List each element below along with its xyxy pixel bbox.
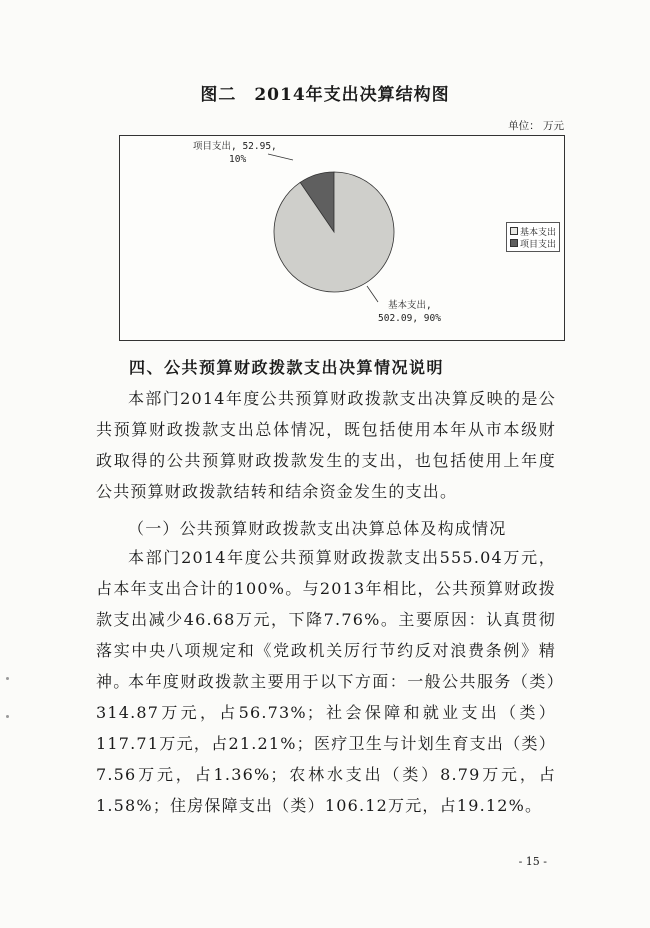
slice-label-basic-line1: 基本支出, — [388, 300, 432, 311]
section-heading: 四、公共预算财政拨款支出决算情况说明 — [129, 358, 445, 377]
scan-mark — [6, 677, 9, 680]
overview-paragraph: 本部门2014年度公共预算财政拨款支出555.04万元，占本年支出合计的100%。与2013年相比，公共预算财政拨款支出减少46.68万元，下降7.76%。主要原因：认真贯彻落实中央八项规定和《党政机关厉行节约反对浪费条例》精神。 — [96, 548, 556, 691]
figure-title-text: 2014年支出决算结构图 — [254, 85, 450, 105]
leader-line-basic — [367, 286, 378, 302]
legend-swatch-project — [510, 239, 518, 247]
legend-label-project: 项目支出 — [520, 239, 557, 250]
slice-label-project-line2: 10% — [229, 154, 247, 165]
sub-heading: （一）公共预算财政拨款支出决算总体及构成情况 — [128, 519, 507, 538]
slice-label-project-line1: 项目支出, 52.95, — [193, 141, 277, 152]
scan-mark — [6, 715, 9, 718]
pie-slice-basic — [274, 172, 394, 292]
pie-chart-svg — [120, 136, 564, 340]
slice-label-basic-line2: 502.09, 90% — [378, 313, 441, 324]
slice-label-basic — [378, 299, 441, 325]
unit-label: 单位： 万元 — [508, 120, 564, 132]
figure-title — [0, 80, 650, 105]
legend-label-basic: 基本支出 — [520, 227, 557, 238]
legend-item-basic — [510, 225, 556, 237]
figure-title-prefix: 图二 — [200, 85, 237, 105]
pie-chart — [119, 135, 565, 341]
breakdown-paragraph: 本年度财政拨款主要用于以下方面：一般公共服务（类）314.87万元，占56.73%；社会保障和就业支出（类）117.71万元，占21.21%；医疗卫生与计划生育支出（类）7.56万元，占1.36%；农林水支出（类）8.79万元，占1.58%；住房保障支出（类）106.12万元，占19.12%。 — [96, 672, 556, 815]
slice-label-project — [193, 140, 277, 166]
intro-paragraph: 本部门2014年度公共预算财政拨款支出决算反映的是公共预算财政拨款支出总体情况，既包括使用本年从市本级财政取得的公共预算财政拨款发生的支出，也包括使用上年度公共预算财政拨款结转和结余资金发生的支出。 — [96, 389, 556, 501]
page-number: - 15 - — [518, 855, 547, 868]
chart-legend — [506, 222, 560, 252]
legend-swatch-basic — [510, 227, 518, 235]
legend-item-project — [510, 237, 556, 249]
